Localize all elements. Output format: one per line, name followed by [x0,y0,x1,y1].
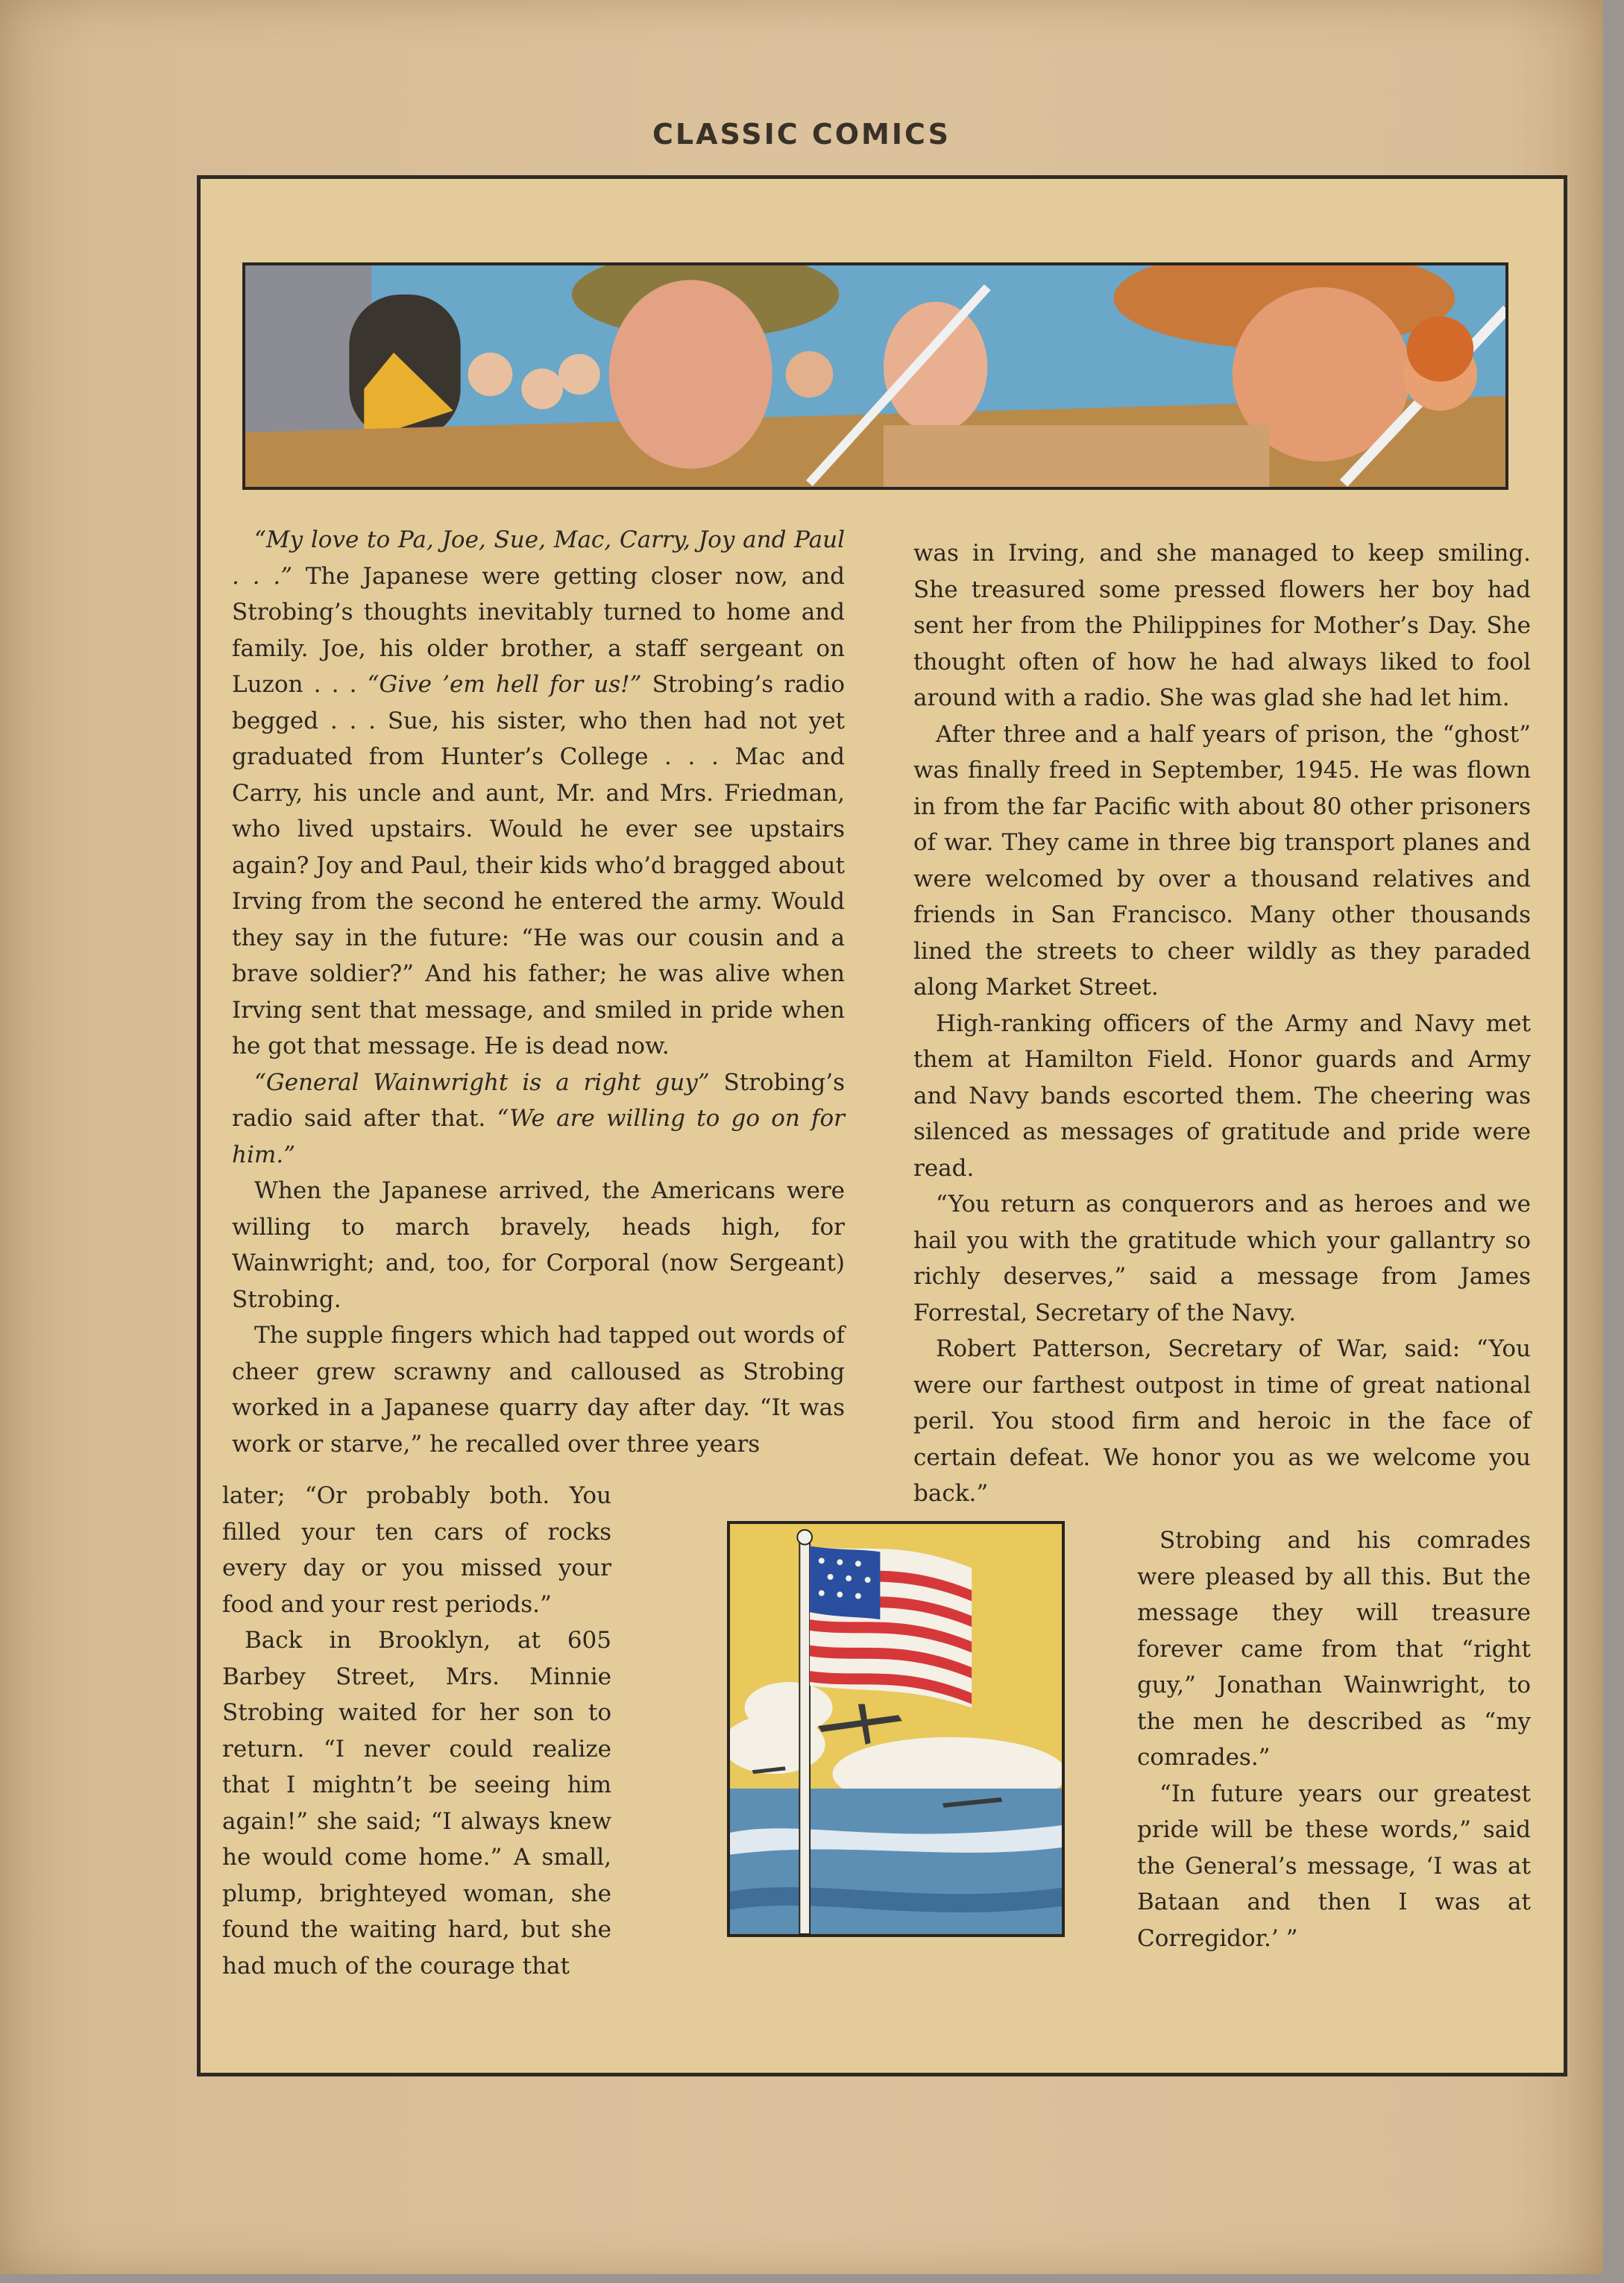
radio-quote: “General Wainwright is a right guy” [254,1068,710,1096]
paragraph: When the Japanese arrived, the Americans were willing to march bravely, heads high, for Wainwright; and, too, for Corporal (now Sergeant) Strobing. [232,1177,845,1313]
paragraph-text: Strobing’s radio begged . . . Sue, his sister, who then had not yet graduated from Hunter’s College . . . Mac and Carry, his uncle and aunt, Mr. and Mrs. Friedman, who lived upstairs. Would he ever see upstairs again? Joy and Paul, their kids who’d bragged about Irving from the second he entered the army. Would they say in the future: “He was our cousin and a brave soldier?” And his father; he was alive when Irving sent that message, and smiled in pride when he got that message. He is dead now. [232,671,845,1059]
right-column-bottom [1137,1522,1531,1956]
left-column-bottom [222,1478,611,1984]
radio-quote: “Give ’em hell for us!” [367,671,642,698]
flag-canton [810,1546,880,1620]
paragraph: The supple fingers which had tapped out words of cheer grew scrawny and calloused as Strobing worked in a Japanese quarry day after day. “It was work or starve,” he recalled over three years [232,1322,845,1458]
paragraph: Back in Brooklyn, at 605 Barbey Street, Mrs. Minnie Strobing waited for her son to return. “I never could realize that I mightn’t be seeing him again!” she said; “I always knew he would come home.” A small, plump, brighteyed woman, she found the waiting hard, but she had much of the courage that [222,1627,611,1980]
paragraph: “You return as conquerors and as heroes and we hail you with the gratitude which your gallantry so richly deserves,” said a message from James Forrestal, Secretary of the Navy. [913,1191,1531,1326]
paragraph: Robert Patterson, Secretary of War, said: “You were our farthest outpost in time of great national peril. You stood firm and heroic in the face of certain defeat. We honor you as we welcome you back.” [913,1335,1531,1507]
soldiers-banner-illustration [242,262,1508,490]
paragraph: Strobing and his comrades were pleased by all this. But the message they will treasure forever came from that “right guy,” Jonathan Wainwright, to the men he described as “my comrades.” [1137,1527,1531,1771]
paragraph: “In future years our greatest pride will be these words,” said the General’s message, ‘I was at Bataan and then I was at Corregidor.’ ” [1137,1780,1531,1952]
paragraph-text: Strobing’s radio said after that. [232,1068,845,1132]
american-flag-illustration [727,1521,1065,1937]
radio-quote: “My love to Pa, Joe, Sue, Mac, Carry, Joy and Paul . . .” [232,526,845,590]
left-column-top [232,522,845,1462]
banner-drawing [245,265,1505,487]
flag-drawing [730,1524,1062,1934]
paragraph: later; “Or probably both. You filled your ten cars of rocks every day or you missed your food and your rest periods.” [222,1482,611,1618]
paragraph-text: The Japanese were getting closer now, and Strobing’s thoughts inevitably turned to home and family. Joe, his older brother, a staff sergeant on Luzon . . . [232,562,845,698]
page-header: CLASSIC COMICS [652,118,951,151]
radio-quote: “We are willing to go on for him.” [232,1105,845,1168]
paragraph: was in Irving, and she managed to keep smiling. She treasured some pressed flowers her boy had sent her from the Philippines for Mother’s Day. She thought often of how he had always liked to fool around with a radio. She was glad she had let him. [913,540,1531,711]
paragraph: High-ranking officers of the Army and Navy met them at Hamilton Field. Honor guards and Army and Navy bands escorted them. The cheering was silenced as messages of gratitude and pride were read. [913,1010,1531,1182]
paragraph: After three and a half years of prison, the “ghost” was finally freed in September, 1945. He was flown in from the far Pacific with about 80 other prisoners of war. They came in three big transport planes and were welcomed by over a thousand relatives and friends in San Francisco. Many other thousands lined the streets to cheer wildly as they paraded along Market Street. [913,720,1531,1001]
right-column-top [913,535,1531,1512]
